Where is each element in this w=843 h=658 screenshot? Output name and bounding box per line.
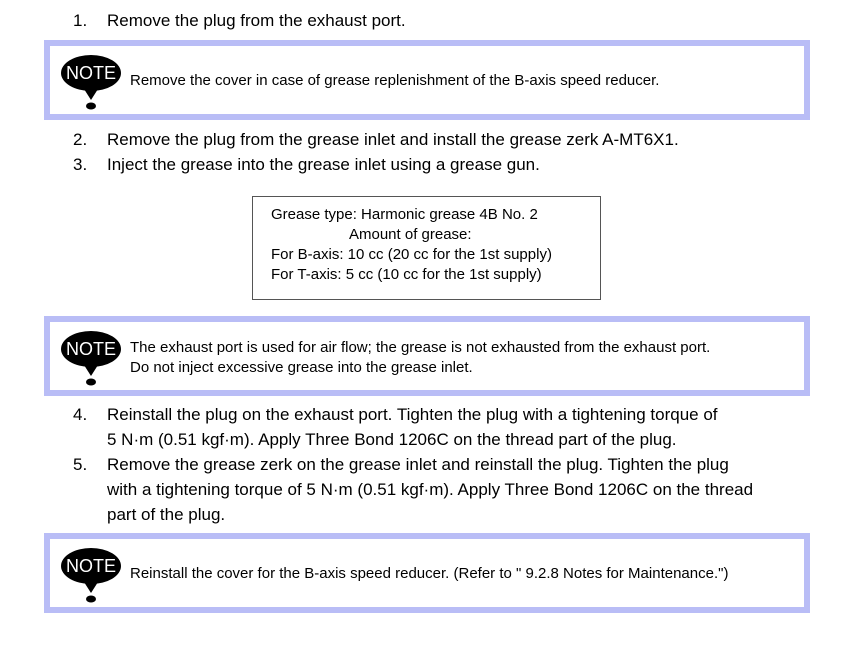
note-icon: [60, 54, 122, 110]
grease-spec-box: [252, 196, 601, 300]
note-text: Do not inject excessive grease into the grease inlet.: [130, 359, 473, 376]
step-text: Remove the grease zerk on the grease inlet and reinstall the plug. Tighten the plug: [107, 455, 729, 474]
note-text: The exhaust port is used for air flow; the grease is not exhausted from the exhaust port.: [130, 339, 711, 356]
step-text: Reinstall the plug on the exhaust port. Tighten the plug with a tightening torque of: [107, 405, 718, 424]
spec-line: For T-axis: 5 cc (10 cc for the 1st supply): [271, 266, 542, 283]
note-box-2: [44, 316, 810, 396]
note-box-3: [44, 533, 810, 613]
note-text: Remove the cover in case of grease replenishment of the B-axis speed reducer.: [130, 72, 660, 89]
step-text: 5 N·m (0.51 kgf·m). Apply Three Bond 1206C on the thread part of the plug.: [107, 430, 677, 449]
step-text: Inject the grease into the grease inlet using a grease gun.: [107, 155, 540, 174]
note-text: Reinstall the cover for the B-axis speed reducer. (Refer to " 9.2.8 Notes for Maintenance."): [130, 565, 729, 582]
step-text: Remove the plug from the grease inlet and install the grease zerk A-MT6X1.: [107, 130, 679, 149]
spec-line: For B-axis: 10 cc (20 cc for the 1st supply): [271, 246, 552, 263]
step-number: 1.: [73, 11, 88, 30]
note-box-1: [44, 40, 810, 120]
note-icon: [60, 330, 122, 386]
step-number: 3.: [73, 155, 88, 174]
spec-line: Amount of grease:: [349, 226, 472, 243]
step-text: part of the plug.: [107, 505, 226, 524]
step-text: Remove the plug from the exhaust port.: [107, 11, 406, 30]
step-number: 4.: [73, 405, 88, 424]
spec-line: Grease type: Harmonic grease 4B No. 2: [271, 206, 538, 223]
step-number: 5.: [73, 455, 88, 474]
note-icon: [60, 547, 122, 603]
note-label: NOTE: [65, 63, 117, 83]
note-label: NOTE: [65, 556, 117, 576]
step-text: with a tightening torque of 5 N·m (0.51 kgf·m). Apply Three Bond 1206C on the thread: [107, 480, 754, 499]
note-label: NOTE: [65, 339, 117, 359]
step-number: 2.: [73, 130, 88, 149]
